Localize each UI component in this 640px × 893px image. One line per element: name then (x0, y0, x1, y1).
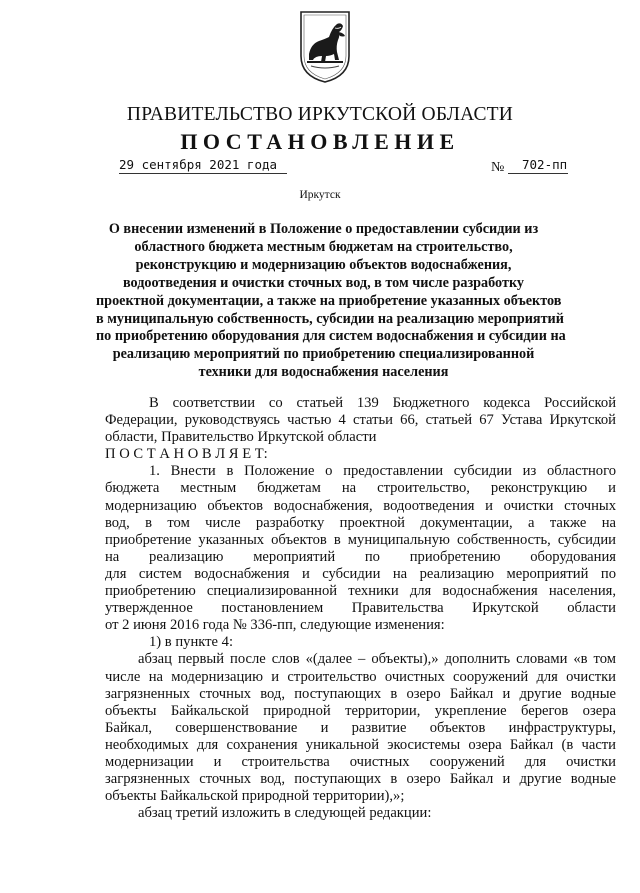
body-line: Байкал, совершенствование и развитие объектов инфраструктуры, (105, 719, 616, 736)
body-line: бюджета местным бюджетам на строительство, реконструкцию и (105, 480, 616, 497)
body-line: абзац третий изложить в следующей редакции: (138, 805, 432, 822)
document-number: 702-пп (508, 157, 568, 174)
body-line: необходимых для сохранения уникальной экосистемы озера Байкал (в части (105, 736, 616, 753)
document-title (96, 221, 566, 382)
title-line: областного бюджета местным бюджетам на строительство, (134, 238, 513, 255)
city-name: Иркутск (299, 189, 341, 201)
body-line: 1. Внести в Положение о предоставлении субсидии из областного (149, 463, 616, 480)
body-line: числе на модернизацию и строительство очистных сооружений для очистки (105, 668, 616, 685)
body-line: приобретению специализированной техники для водоснабжения населения, (105, 583, 616, 600)
document-type-heading: ПОСТАНОВЛЕНИЕ (180, 129, 460, 154)
body-line: объекты Байкальской природной территории),»; (105, 788, 405, 805)
body-line: модернизацию объектов водоснабжения, водоотведения и очистки сточных (105, 497, 616, 514)
body-line: загрязненных сточных вод, поступающих в озеро Байкал и другие водные (105, 771, 616, 788)
document-date: 29 сентября 2021 года (119, 157, 287, 174)
body-line: вод, в том числе разработку проектной документации, а также на (105, 514, 616, 531)
title-line: проектной документации, а также на приобретение указанных объектов (96, 292, 562, 309)
decree-word: П О С Т А Н О В Л Я Е Т: (105, 446, 268, 463)
title-line: в муниципальную собственность, субсидии на реализацию мероприятий (96, 310, 564, 327)
title-line: реализацию мероприятий по приобретению специализированной (112, 346, 535, 363)
government-name: ПРАВИТЕЛЬСТВО ИРКУТСКОЙ ОБЛАСТИ (126, 104, 514, 125)
title-line: по приобретению оборудования для систем водоснабжения и субсидии на (96, 328, 566, 345)
body-line: абзац первый после слов «(далее – объекты),» дополнить словами «в том (138, 651, 616, 668)
body-line: для систем водоснабжения и субсидии на реализацию мероприятий по (105, 565, 616, 582)
body-line: области, Правительство Иркутской области (105, 429, 377, 446)
body-line: объекты Байкальской природной территории, укрепление берегов озера (105, 702, 616, 719)
title-line: техники для водоснабжения населения (198, 364, 449, 381)
number-sign: № (491, 160, 505, 175)
body-line: на реализацию мероприятий по приобретению оборудования (105, 548, 616, 565)
title-line: О внесении изменений в Положение о предоставлении субсидии из (108, 221, 539, 237)
irkutsk-coat-of-arms-icon (299, 10, 351, 84)
body-line: от 2 июня 2016 года № 336-пп, следующие изменения: (105, 617, 445, 634)
body-line: модернизации и строительства очистных сооружений для очистки (105, 753, 616, 770)
title-line: водоотведения и очистки сточных вод, в том числе разработку (122, 274, 525, 291)
body-line: В соответствии со статьей 139 Бюджетного кодекса Российской (149, 395, 616, 411)
body-line: Федерации, руководствуясь частью 4 статьи 66, статьей 67 Устава Иркутской (105, 412, 616, 429)
body-line: утвержденное постановлением Правительства Иркутской области (105, 600, 616, 617)
body-line: приобретение указанных объектов в муниципальную собственность, субсидии (105, 531, 616, 548)
title-line: реконструкцию и модернизацию объектов водоснабжения, (135, 256, 512, 273)
document-body (105, 395, 616, 822)
body-line: загрязненных сточных вод, поступающих в озеро Байкал и другие водные (105, 685, 616, 702)
body-line: 1) в пункте 4: (149, 634, 234, 651)
